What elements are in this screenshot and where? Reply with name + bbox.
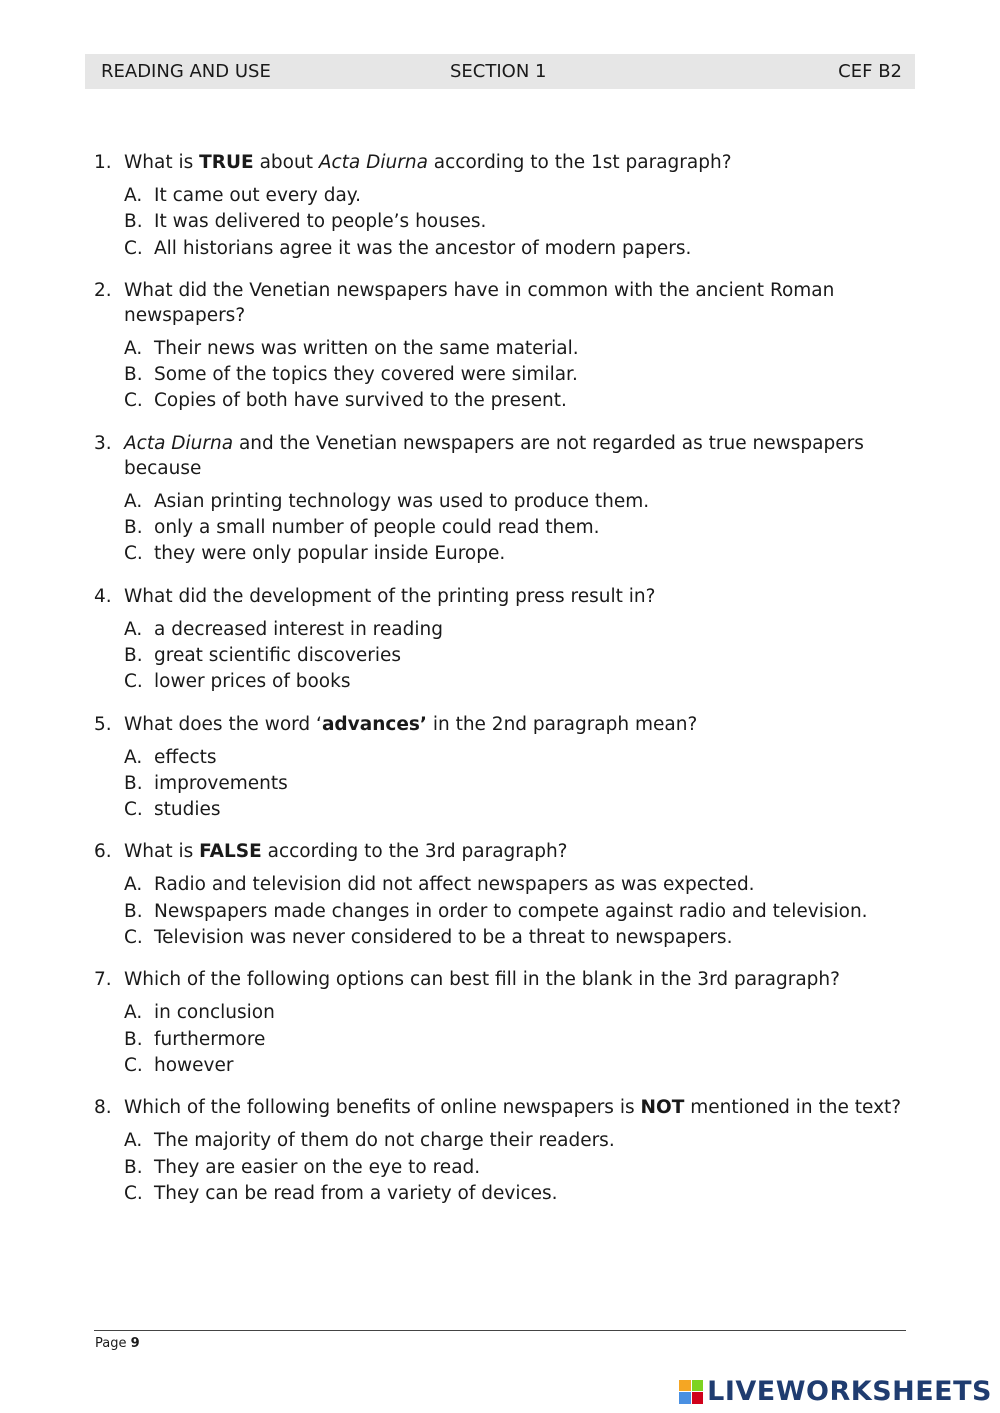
header-section: SECTION 1 (450, 61, 547, 82)
option-a: A. Asian printing technology was used to produce them. (124, 490, 650, 512)
option-c: C. All historians agree it was the ancestor of modern papers. (124, 237, 692, 259)
question-stem: What did the Venetian newspapers have in common with the ancient Roman newspapers? (124, 279, 835, 326)
header-level: CEF B2 (838, 61, 902, 82)
liveworksheets-watermark (679, 1376, 992, 1407)
question-number: 7. (94, 969, 112, 991)
question-8 (94, 1095, 914, 1207)
question-4 (94, 584, 914, 696)
option-b: B. Newspapers made changes in order to compete against radio and television. (124, 900, 868, 922)
footer-divider (94, 1330, 906, 1331)
question-stem: Which of the following options can best fill in the blank in the 3rd paragraph? (124, 969, 840, 991)
page-header (85, 54, 915, 89)
page-number: Page 9 (95, 1336, 140, 1351)
logo-square (679, 1392, 691, 1404)
liveworksheets-logo-icon (679, 1380, 703, 1404)
option-b: B. great scientific discoveries (124, 644, 402, 666)
option-a: A. a decreased interest in reading (124, 618, 443, 640)
question-number: 3. (94, 432, 112, 454)
option-a: A. Their news was written on the same material. (124, 337, 579, 359)
question-number: 8. (94, 1097, 112, 1119)
option-a: A. effects (124, 746, 217, 768)
question-5 (94, 712, 914, 824)
option-b: B. They are easier on the eye to read. (124, 1156, 481, 1178)
option-a: A. It came out every day. (124, 185, 361, 206)
question-number: 6. (94, 841, 112, 863)
option-c: C. They can be read from a variety of devices. (124, 1182, 558, 1204)
question-number: 2. (94, 279, 112, 301)
option-b: B. Some of the topics they covered were similar. (124, 364, 578, 386)
logo-square (679, 1380, 691, 1392)
question-1 (94, 150, 914, 262)
option-b: B. furthermore (124, 1028, 266, 1050)
liveworksheets-wordmark: LIVEWORKSHEETS (707, 1376, 992, 1407)
option-a: A. in conclusion (124, 1002, 275, 1024)
option-a: A. The majority of them do not charge their readers. (124, 1130, 615, 1152)
option-c: C. lower prices of books (124, 671, 351, 693)
question-3 (94, 431, 914, 568)
option-b: B. It was delivered to people’s houses. (124, 211, 487, 233)
logo-square (692, 1392, 704, 1404)
question-stem: Which of the following benefits of online newspapers is NOT mentioned in the text? (124, 1097, 902, 1119)
question-stem: What does the word ‘advances’ in the 2nd paragraph mean? (124, 713, 698, 735)
question-7 (94, 967, 914, 1079)
question-number: 1. (94, 152, 112, 173)
option-c: C. however (124, 1054, 234, 1076)
question-stem: What is FALSE according to the 3rd paragraph? (124, 841, 568, 863)
logo-square (692, 1380, 704, 1392)
question-stem: Acta Diurna and the Venetian newspapers are not regarded as true newspapers because (124, 432, 864, 479)
question-stem: What is TRUE about Acta Diurna according to the 1st paragraph? (124, 152, 732, 173)
question-list (94, 150, 914, 1223)
question-stem: What did the development of the printing press result in? (124, 585, 656, 607)
question-2 (94, 278, 914, 415)
option-b: B. improvements (124, 772, 288, 794)
option-c: C. Television was never considered to be a threat to newspapers. (124, 927, 733, 949)
question-number: 5. (94, 713, 112, 735)
header-left-title: READING AND USE (101, 61, 271, 82)
question-number: 4. (94, 585, 112, 607)
option-c: C. Copies of both have survived to the present. (124, 390, 567, 412)
question-6 (94, 839, 914, 951)
option-a: A. Radio and television did not affect newspapers as was expected. (124, 874, 755, 896)
option-c: C. studies (124, 799, 221, 821)
option-b: B. only a small number of people could read them. (124, 517, 600, 539)
option-c: C. they were only popular inside Europe. (124, 543, 506, 565)
